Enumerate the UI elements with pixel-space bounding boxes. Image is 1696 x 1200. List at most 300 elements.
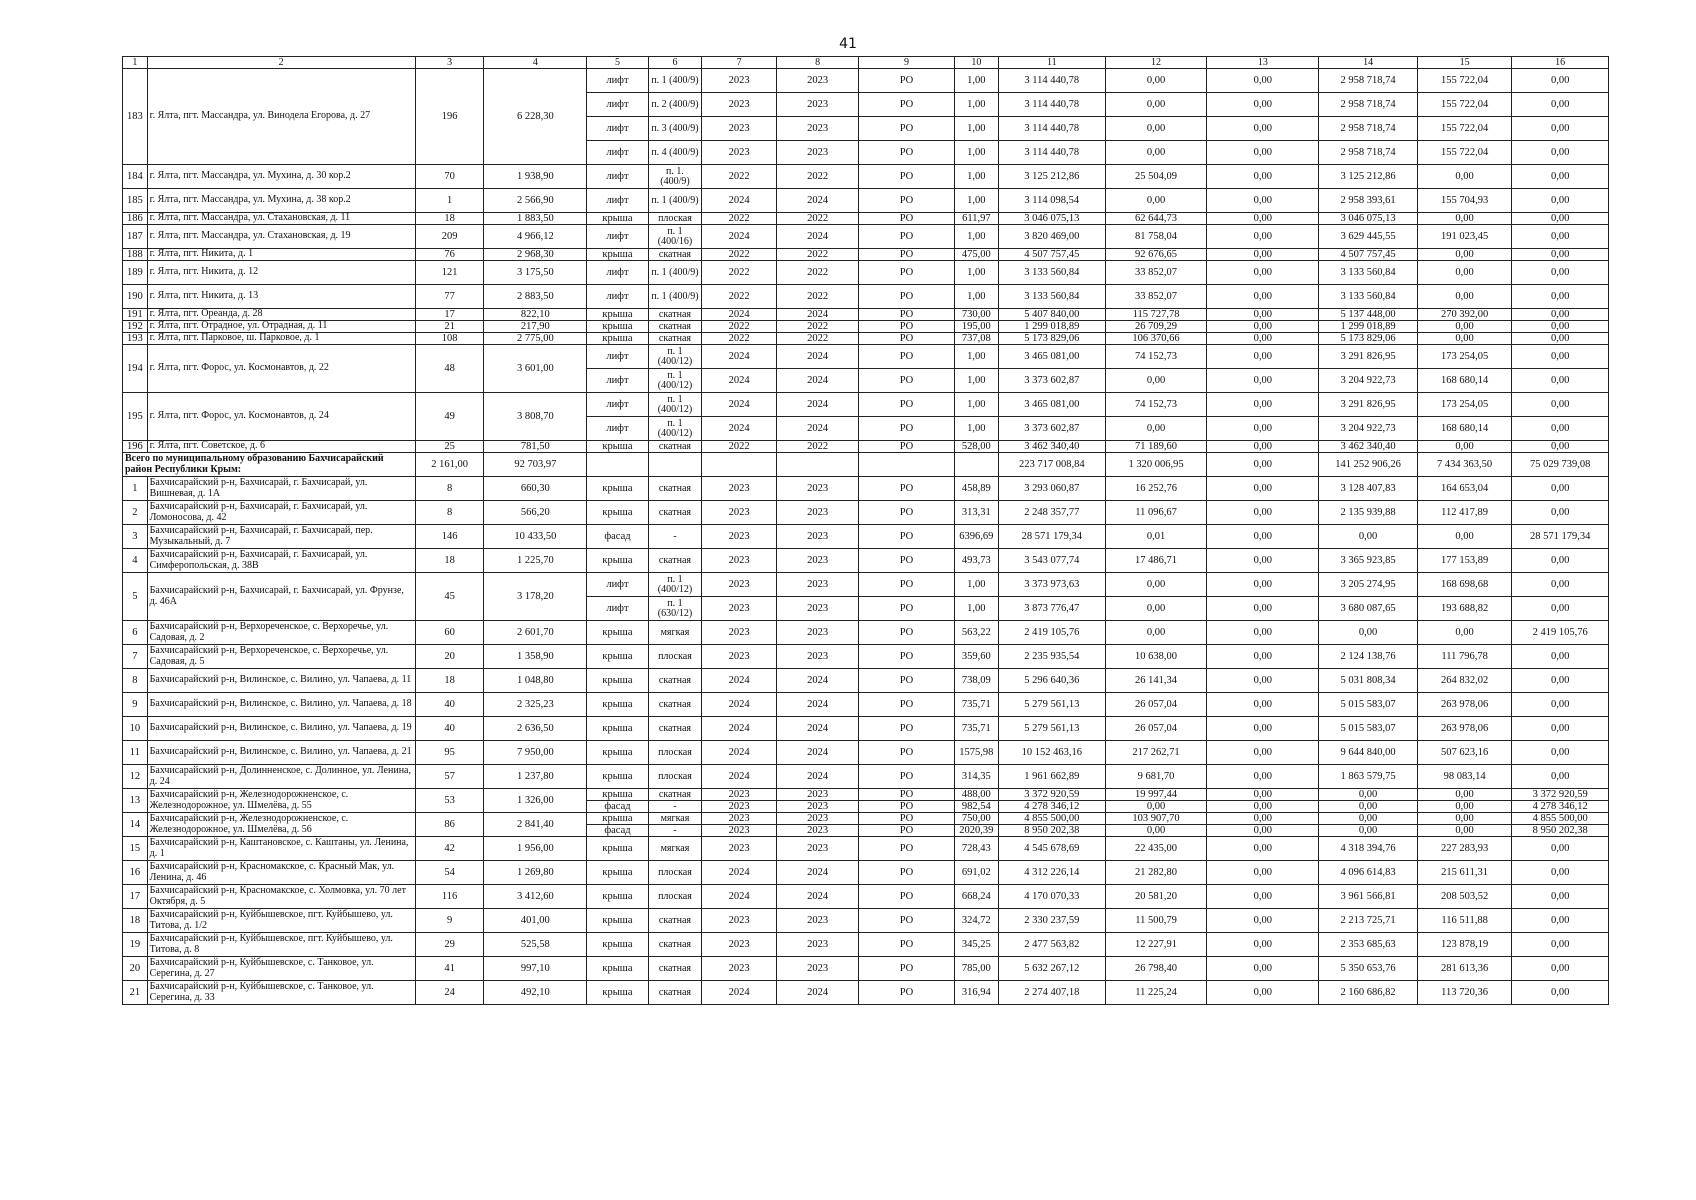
cell-c13: 0,00 xyxy=(1207,669,1319,693)
total-c15: 7 434 363,50 xyxy=(1417,453,1511,477)
cell-c10: 982,54 xyxy=(954,801,998,813)
cell-c11: 5 296 640,36 xyxy=(998,669,1105,693)
cell-c11: 2 235 935,54 xyxy=(998,645,1105,669)
cell-c8: 2023 xyxy=(777,825,859,837)
cell-c12: 21 282,80 xyxy=(1105,861,1207,885)
cell-c15: 208 503,52 xyxy=(1417,885,1511,909)
cell-c7: 2023 xyxy=(702,525,777,549)
row-number: 188 xyxy=(123,249,148,261)
cell-c13: 0,00 xyxy=(1207,909,1319,933)
cell-c12: 0,00 xyxy=(1105,69,1207,93)
cell-c13: 0,00 xyxy=(1207,801,1319,813)
cell-c16: 0,00 xyxy=(1512,213,1609,225)
cell-c7: 2024 xyxy=(702,345,777,369)
cell-c12: 12 227,91 xyxy=(1105,933,1207,957)
cell-c7: 2023 xyxy=(702,477,777,501)
cell-c6: п. 2 (400/9) xyxy=(648,93,701,117)
total-label: Всего по муниципальному образованию Бахчисарайский район Республики Крым: xyxy=(123,453,416,477)
cell-c10: 1,00 xyxy=(954,261,998,285)
cell-c10: 785,00 xyxy=(954,957,998,981)
cell-c14: 5 137 448,00 xyxy=(1319,309,1418,321)
cell-c12: 115 727,78 xyxy=(1105,309,1207,321)
address-cell: Бахчисарайский р-н, Куйбышевское, пгт. Куйбышево, ул. Титова, д. 8 xyxy=(147,933,415,957)
cell-c14: 3 462 340,40 xyxy=(1319,441,1418,453)
cell-c8: 2023 xyxy=(777,69,859,93)
cell-c6: плоская xyxy=(648,861,701,885)
cell-c8: 2022 xyxy=(777,441,859,453)
address-cell: Бахчисарайский р-н, Каштановское, с. Каштаны, ул. Ленина, д. 1 xyxy=(147,837,415,861)
cell-c6: п. 1 (400/12) xyxy=(648,393,701,417)
address-cell: Бахчисарайский р-н, Вилинское, с. Вилино, ул. Чапаева, д. 21 xyxy=(147,741,415,765)
cell-c9: РО xyxy=(859,741,955,765)
cell-c12: 71 189,60 xyxy=(1105,441,1207,453)
cell-c14: 2 213 725,71 xyxy=(1319,909,1418,933)
cell-c13: 0,00 xyxy=(1207,813,1319,825)
row-number: 13 xyxy=(123,789,148,813)
cell-c15: 0,00 xyxy=(1417,261,1511,285)
cell-c16: 0,00 xyxy=(1512,741,1609,765)
cell-c13: 0,00 xyxy=(1207,69,1319,93)
cell-c7: 2023 xyxy=(702,813,777,825)
cell-c9: РО xyxy=(859,285,955,309)
cell-c5: крыша xyxy=(587,981,649,1005)
cell-c15: 155 722,04 xyxy=(1417,93,1511,117)
cell-c16: 0,00 xyxy=(1512,321,1609,333)
address-cell: Бахчисарайский р-н, Железнодорожненское, с. Железнодорожное, ул. Шмелёва, д. 55 xyxy=(147,789,415,813)
cell-c15: 215 611,31 xyxy=(1417,861,1511,885)
area-cell: 6 228,30 xyxy=(484,69,587,165)
cell-c6: скатная xyxy=(648,981,701,1005)
table-row xyxy=(123,189,1609,213)
cell-c12: 0,00 xyxy=(1105,141,1207,165)
row-number: 4 xyxy=(123,549,148,573)
total-empty-cell xyxy=(648,453,701,477)
cell-c13: 0,00 xyxy=(1207,117,1319,141)
row-number: 21 xyxy=(123,981,148,1005)
column-number-cell: 10 xyxy=(954,57,998,69)
cell-c15: 0,00 xyxy=(1417,249,1511,261)
area-cell: 1 358,90 xyxy=(484,645,587,669)
address-cell: г. Ялта, пгт. Массандра, ул. Мухина, д. 30 кор.2 xyxy=(147,165,415,189)
row-number: 20 xyxy=(123,957,148,981)
cell-c11: 3 114 440,78 xyxy=(998,69,1105,93)
cell-c15: 155 722,04 xyxy=(1417,69,1511,93)
cell-c14: 2 958 393,61 xyxy=(1319,189,1418,213)
cell-c14: 0,00 xyxy=(1319,825,1418,837)
cell-c6: мягкая xyxy=(648,813,701,825)
cell-c7: 2023 xyxy=(702,933,777,957)
cell-c13: 0,00 xyxy=(1207,549,1319,573)
cell-c11: 8 950 202,38 xyxy=(998,825,1105,837)
table-body xyxy=(123,57,1609,1005)
cell-c9: РО xyxy=(859,345,955,369)
cell-c5: крыша xyxy=(587,249,649,261)
total-empty-cell xyxy=(587,453,649,477)
cell-c10: 750,00 xyxy=(954,813,998,825)
area-cell: 7 950,00 xyxy=(484,741,587,765)
cell-c9: РО xyxy=(859,621,955,645)
cell-c14: 3 133 560,84 xyxy=(1319,285,1418,309)
cell-c5: крыша xyxy=(587,837,649,861)
total-c14: 141 252 906,26 xyxy=(1319,453,1418,477)
cell-c6: п. 1 (400/12) xyxy=(648,369,701,393)
cell-c15: 281 613,36 xyxy=(1417,957,1511,981)
cell-c13: 0,00 xyxy=(1207,477,1319,501)
cell-c6: п. 3 (400/9) xyxy=(648,117,701,141)
address-cell: Бахчисарайский р-н, Вилинское, с. Вилино, ул. Чапаева, д. 19 xyxy=(147,717,415,741)
cell-c5: лифт xyxy=(587,141,649,165)
cell-c11: 5 279 561,13 xyxy=(998,717,1105,741)
cell-c7: 2023 xyxy=(702,573,777,597)
area-cell: 2 841,40 xyxy=(484,813,587,837)
row-number: 185 xyxy=(123,189,148,213)
cell-c9: РО xyxy=(859,813,955,825)
cell-c16: 0,00 xyxy=(1512,249,1609,261)
cell-c12: 11 096,67 xyxy=(1105,501,1207,525)
cell-c11: 3 373 602,87 xyxy=(998,417,1105,441)
cell-c12: 0,00 xyxy=(1105,189,1207,213)
cell-c11: 3 046 075,13 xyxy=(998,213,1105,225)
cell-c10: 528,00 xyxy=(954,441,998,453)
apartments-cell: 45 xyxy=(415,573,484,621)
cell-c16: 0,00 xyxy=(1512,417,1609,441)
cell-c14: 3 680 087,65 xyxy=(1319,597,1418,621)
cell-c15: 98 083,14 xyxy=(1417,765,1511,789)
cell-c10: 1,00 xyxy=(954,117,998,141)
cell-c10: 458,89 xyxy=(954,477,998,501)
cell-c13: 0,00 xyxy=(1207,441,1319,453)
column-number-cell: 14 xyxy=(1319,57,1418,69)
table-row xyxy=(123,837,1609,861)
table-row xyxy=(123,765,1609,789)
cell-c5: крыша xyxy=(587,501,649,525)
cell-c13: 0,00 xyxy=(1207,741,1319,765)
cell-c15: 177 153,89 xyxy=(1417,549,1511,573)
area-cell: 2 566,90 xyxy=(484,189,587,213)
cell-c9: РО xyxy=(859,957,955,981)
cell-c9: РО xyxy=(859,525,955,549)
address-cell: г. Ялта, пгт. Никита, д. 1 xyxy=(147,249,415,261)
cell-c16: 0,00 xyxy=(1512,981,1609,1005)
cell-c14: 2 958 718,74 xyxy=(1319,93,1418,117)
table-row xyxy=(123,441,1609,453)
cell-c6: плоская xyxy=(648,741,701,765)
cell-c13: 0,00 xyxy=(1207,141,1319,165)
cell-c16: 0,00 xyxy=(1512,93,1609,117)
cell-c7: 2023 xyxy=(702,837,777,861)
total-apartments: 2 161,00 xyxy=(415,453,484,477)
row-number: 184 xyxy=(123,165,148,189)
cell-c15: 263 978,06 xyxy=(1417,693,1511,717)
area-cell: 660,30 xyxy=(484,477,587,501)
row-number: 3 xyxy=(123,525,148,549)
apartments-cell: 25 xyxy=(415,441,484,453)
address-cell: Бахчисарайский р-н, Куйбышевское, с. Танковое, ул. Серегина, д. 27 xyxy=(147,957,415,981)
cell-c8: 2022 xyxy=(777,213,859,225)
area-cell: 3 175,50 xyxy=(484,261,587,285)
apartments-cell: 196 xyxy=(415,69,484,165)
cell-c8: 2024 xyxy=(777,981,859,1005)
total-empty-cell xyxy=(954,453,998,477)
cell-c8: 2023 xyxy=(777,501,859,525)
area-cell: 566,20 xyxy=(484,501,587,525)
cell-c8: 2023 xyxy=(777,909,859,933)
cell-c5: лифт xyxy=(587,393,649,417)
area-cell: 1 883,50 xyxy=(484,213,587,225)
cell-c6: - xyxy=(648,825,701,837)
cell-c10: 1,00 xyxy=(954,189,998,213)
address-cell: Бахчисарайский р-н, Бахчисарай, г. Бахчисарай, ул. Симферопольская, д. 38В xyxy=(147,549,415,573)
cell-c8: 2024 xyxy=(777,345,859,369)
cell-c9: РО xyxy=(859,981,955,1005)
cell-c5: крыша xyxy=(587,789,649,801)
cell-c11: 3 114 098,54 xyxy=(998,189,1105,213)
cell-c16: 0,00 xyxy=(1512,765,1609,789)
table-row xyxy=(123,669,1609,693)
cell-c14: 3 291 826,95 xyxy=(1319,345,1418,369)
cell-c11: 1 299 018,89 xyxy=(998,321,1105,333)
cell-c7: 2024 xyxy=(702,369,777,393)
cell-c13: 0,00 xyxy=(1207,837,1319,861)
cell-c16: 0,00 xyxy=(1512,669,1609,693)
cell-c10: 1,00 xyxy=(954,573,998,597)
row-number: 15 xyxy=(123,837,148,861)
table-row xyxy=(123,741,1609,765)
cell-c16: 0,00 xyxy=(1512,645,1609,669)
cell-c9: РО xyxy=(859,501,955,525)
cell-c12: 62 644,73 xyxy=(1105,213,1207,225)
cell-c9: РО xyxy=(859,717,955,741)
cell-c10: 1,00 xyxy=(954,393,998,417)
cell-c6: скатная xyxy=(648,693,701,717)
cell-c11: 3 372 920,59 xyxy=(998,789,1105,801)
area-cell: 1 269,80 xyxy=(484,861,587,885)
cell-c16: 0,00 xyxy=(1512,477,1609,501)
page-number: 41 xyxy=(839,36,857,52)
cell-c8: 2023 xyxy=(777,837,859,861)
area-cell: 2 775,00 xyxy=(484,333,587,345)
cell-c6: п. 1 (400/9) xyxy=(648,285,701,309)
cell-c11: 3 114 440,78 xyxy=(998,141,1105,165)
cell-c7: 2023 xyxy=(702,909,777,933)
cell-c11: 3 465 081,00 xyxy=(998,345,1105,369)
cell-c12: 103 907,70 xyxy=(1105,813,1207,825)
address-cell: Бахчисарайский р-н, Верхореченское, с. Верхоречье, ул. Садовая, д. 5 xyxy=(147,645,415,669)
cell-c15: 264 832,02 xyxy=(1417,669,1511,693)
table-row xyxy=(123,261,1609,285)
cell-c15: 0,00 xyxy=(1417,321,1511,333)
area-cell: 217,90 xyxy=(484,321,587,333)
cell-c14: 2 353 685,63 xyxy=(1319,933,1418,957)
cell-c12: 25 504,09 xyxy=(1105,165,1207,189)
cell-c11: 4 278 346,12 xyxy=(998,801,1105,813)
address-cell: г. Ялта, пгт. Никита, д. 13 xyxy=(147,285,415,309)
total-c13: 0,00 xyxy=(1207,453,1319,477)
cell-c7: 2024 xyxy=(702,765,777,789)
cell-c12: 16 252,76 xyxy=(1105,477,1207,501)
address-cell: Бахчисарайский р-н, Вилинское, с. Вилино, ул. Чапаева, д. 11 xyxy=(147,669,415,693)
table-row xyxy=(123,549,1609,573)
cell-c9: РО xyxy=(859,765,955,789)
cell-c8: 2023 xyxy=(777,573,859,597)
cell-c11: 4 312 226,14 xyxy=(998,861,1105,885)
cell-c8: 2024 xyxy=(777,189,859,213)
cell-c5: крыша xyxy=(587,213,649,225)
cell-c9: РО xyxy=(859,789,955,801)
cell-c6: п. 1 (400/12) xyxy=(648,417,701,441)
cell-c6: п. 1. (400/9) xyxy=(648,165,701,189)
cell-c10: 2020,39 xyxy=(954,825,998,837)
cell-c6: скатная xyxy=(648,669,701,693)
cell-c7: 2024 xyxy=(702,669,777,693)
total-empty-cell xyxy=(702,453,777,477)
cell-c16: 8 950 202,38 xyxy=(1512,825,1609,837)
cell-c8: 2024 xyxy=(777,861,859,885)
cell-c13: 0,00 xyxy=(1207,249,1319,261)
address-cell: Бахчисарайский р-н, Долинненское, с. Долинное, ул. Ленина, д. 24 xyxy=(147,765,415,789)
cell-c13: 0,00 xyxy=(1207,225,1319,249)
cell-c13: 0,00 xyxy=(1207,309,1319,321)
table-row xyxy=(123,909,1609,933)
cell-c12: 81 758,04 xyxy=(1105,225,1207,249)
cell-c9: РО xyxy=(859,189,955,213)
cell-c13: 0,00 xyxy=(1207,957,1319,981)
cell-c10: 314,35 xyxy=(954,765,998,789)
cell-c12: 217 262,71 xyxy=(1105,741,1207,765)
cell-c15: 0,00 xyxy=(1417,825,1511,837)
cell-c16: 2 419 105,76 xyxy=(1512,621,1609,645)
cell-c12: 22 435,00 xyxy=(1105,837,1207,861)
table-row xyxy=(123,861,1609,885)
cell-c10: 1,00 xyxy=(954,345,998,369)
cell-c5: лифт xyxy=(587,261,649,285)
cell-c11: 2 330 237,59 xyxy=(998,909,1105,933)
cell-c10: 668,24 xyxy=(954,885,998,909)
cell-c11: 3 133 560,84 xyxy=(998,261,1105,285)
cell-c6: скатная xyxy=(648,309,701,321)
table-row xyxy=(123,525,1609,549)
cell-c7: 2024 xyxy=(702,885,777,909)
cell-c7: 2023 xyxy=(702,801,777,813)
cell-c10: 1,00 xyxy=(954,597,998,621)
cell-c16: 4 278 346,12 xyxy=(1512,801,1609,813)
cell-c12: 26 709,29 xyxy=(1105,321,1207,333)
cell-c14: 3 204 922,73 xyxy=(1319,417,1418,441)
column-number-cell: 4 xyxy=(484,57,587,69)
cell-c13: 0,00 xyxy=(1207,765,1319,789)
cell-c11: 3 462 340,40 xyxy=(998,441,1105,453)
cell-c14: 5 350 653,76 xyxy=(1319,957,1418,981)
area-cell: 2 325,23 xyxy=(484,693,587,717)
table-row xyxy=(123,693,1609,717)
row-number: 193 xyxy=(123,333,148,345)
cell-c10: 316,94 xyxy=(954,981,998,1005)
cell-c9: РО xyxy=(859,261,955,285)
apartments-cell: 146 xyxy=(415,525,484,549)
cell-c12: 26 141,34 xyxy=(1105,669,1207,693)
cell-c5: крыша xyxy=(587,813,649,825)
total-c11: 223 717 008,84 xyxy=(998,453,1105,477)
column-number-cell: 12 xyxy=(1105,57,1207,69)
cell-c7: 2022 xyxy=(702,213,777,225)
cell-c6: - xyxy=(648,525,701,549)
cell-c16: 0,00 xyxy=(1512,309,1609,321)
cell-c14: 2 135 939,88 xyxy=(1319,501,1418,525)
cell-c15: 0,00 xyxy=(1417,525,1511,549)
table-row xyxy=(123,333,1609,345)
cell-c14: 2 160 686,82 xyxy=(1319,981,1418,1005)
cell-c15: 164 653,04 xyxy=(1417,477,1511,501)
address-cell: г. Ялта, пгт. Массандра, ул. Стахановская, д. 11 xyxy=(147,213,415,225)
cell-c7: 2023 xyxy=(702,645,777,669)
cell-c8: 2024 xyxy=(777,669,859,693)
cell-c12: 0,00 xyxy=(1105,597,1207,621)
row-number: 9 xyxy=(123,693,148,717)
row-number: 7 xyxy=(123,645,148,669)
cell-c16: 0,00 xyxy=(1512,117,1609,141)
column-number-cell: 1 xyxy=(123,57,148,69)
cell-c6: п. 1 (400/12) xyxy=(648,573,701,597)
cell-c5: лифт xyxy=(587,285,649,309)
cell-c6: п. 1 (400/9) xyxy=(648,69,701,93)
total-empty-cell xyxy=(777,453,859,477)
row-number: 189 xyxy=(123,261,148,285)
area-cell: 822,10 xyxy=(484,309,587,321)
cell-c10: 195,00 xyxy=(954,321,998,333)
table-row xyxy=(123,225,1609,249)
cell-c9: РО xyxy=(859,597,955,621)
cell-c13: 0,00 xyxy=(1207,597,1319,621)
cell-c5: крыша xyxy=(587,957,649,981)
cell-c8: 2024 xyxy=(777,885,859,909)
cell-c7: 2024 xyxy=(702,717,777,741)
cell-c5: лифт xyxy=(587,573,649,597)
cell-c15: 123 878,19 xyxy=(1417,933,1511,957)
address-cell: г. Ялта, пгт. Отрадное, ул. Отрадная, д. 11 xyxy=(147,321,415,333)
cell-c5: фасад xyxy=(587,801,649,813)
cell-c11: 3 114 440,78 xyxy=(998,117,1105,141)
cell-c12: 0,00 xyxy=(1105,369,1207,393)
cell-c8: 2023 xyxy=(777,117,859,141)
area-cell: 525,58 xyxy=(484,933,587,957)
apartments-cell: 8 xyxy=(415,501,484,525)
cell-c9: РО xyxy=(859,93,955,117)
cell-c15: 193 688,82 xyxy=(1417,597,1511,621)
area-cell: 3 412,60 xyxy=(484,885,587,909)
cell-c10: 1,00 xyxy=(954,141,998,165)
cell-c12: 0,00 xyxy=(1105,417,1207,441)
cell-c13: 0,00 xyxy=(1207,717,1319,741)
cell-c7: 2024 xyxy=(702,741,777,765)
cell-c14: 3 204 922,73 xyxy=(1319,369,1418,393)
cell-c7: 2023 xyxy=(702,825,777,837)
cell-c5: фасад xyxy=(587,525,649,549)
cell-c11: 5 407 840,00 xyxy=(998,309,1105,321)
cell-c9: РО xyxy=(859,213,955,225)
row-number: 16 xyxy=(123,861,148,885)
cell-c9: РО xyxy=(859,393,955,417)
cell-c9: РО xyxy=(859,441,955,453)
row-number: 190 xyxy=(123,285,148,309)
table-row xyxy=(123,501,1609,525)
cell-c13: 0,00 xyxy=(1207,621,1319,645)
cell-c7: 2022 xyxy=(702,441,777,453)
cell-c8: 2023 xyxy=(777,933,859,957)
cell-c8: 2024 xyxy=(777,369,859,393)
cell-c9: РО xyxy=(859,309,955,321)
cell-c7: 2023 xyxy=(702,141,777,165)
cell-c11: 10 152 463,16 xyxy=(998,741,1105,765)
